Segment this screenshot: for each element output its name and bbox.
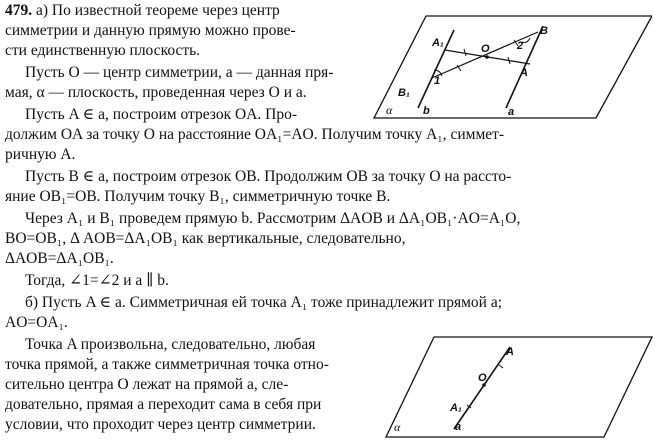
label-line-a: a — [508, 106, 515, 118]
plane-alpha — [386, 337, 652, 437]
line-a — [454, 347, 510, 429]
label-o: O — [478, 372, 487, 384]
label-b: B — [540, 25, 548, 37]
label-o: O — [481, 43, 490, 55]
figure-1-svg — [370, 4, 652, 122]
label-a: A — [506, 346, 514, 358]
text-line: условии, что проходит через центр симметрии. — [5, 416, 316, 433]
label-alpha: α — [394, 420, 401, 434]
figure-line-through-center — [382, 333, 654, 441]
text-line: Пусть B ∈ a, построим отрезок OB. Продолжим OB за точку O на рассто- — [25, 168, 512, 185]
label-b1: B₁ — [398, 87, 410, 99]
tick-mark — [499, 365, 503, 368]
text-line: Тогда, ∠1=∠2 и a ∥ b. — [25, 272, 169, 289]
text-line: должим OA за точку O на расстояние OA₁=AO. Получим точку A₁, симмет- — [5, 126, 505, 143]
text-segment: а) По известной теореме через центр — [36, 2, 280, 19]
text-line: яние OB₁=OB. Получим точку B₁, симметричную точке B. — [5, 188, 391, 205]
label-line-a: a — [455, 421, 462, 433]
point-o — [485, 55, 489, 59]
text-line: симметрии и данную прямую можно прове- — [5, 22, 296, 39]
label-line-b: b — [423, 105, 430, 117]
text-line: точка прямой, а также симметричная точка отно- — [5, 356, 329, 373]
text-line: Точка A произвольна, следовательно, любая — [25, 336, 316, 353]
text-line: б) Пусть A ∈ a. Симметричная ей точка A₁ тоже принадлежит прямой a; — [25, 294, 503, 311]
tick-mark — [464, 49, 466, 56]
label-alpha: α — [386, 103, 393, 117]
label-a1: A₁ — [450, 402, 462, 414]
figure-2-svg — [382, 333, 654, 441]
label-angle-2: 2 — [517, 40, 524, 52]
figure-central-symmetry-lines — [370, 4, 652, 122]
plane-alpha — [374, 16, 652, 118]
text-line: сительно центра O лежат на прямой a, сле- — [5, 376, 289, 393]
label-a: A — [520, 67, 528, 79]
problem-number: 479. — [5, 2, 33, 19]
label-a1: A₁ — [432, 37, 444, 49]
label-angle-1: 1 — [434, 75, 441, 87]
text-line: Пусть A ∈ a, построим отрезок OA. Про- — [25, 106, 297, 123]
text-line: ΔAOB=ΔA₁OB₁. — [5, 250, 114, 267]
text-line: сти единственную плоскость. — [5, 42, 201, 59]
text-line: ричную A. — [5, 146, 76, 163]
text-line: BO=OB₁, Δ AOB=ΔA₁OB₁ как вертикальные, следовательно, — [5, 230, 406, 247]
text-line — [5, 2, 280, 20]
text-line: AO=OA₁. — [5, 314, 68, 331]
text-line: Пусть O — центр симметрии, a — данная пря- — [25, 64, 334, 81]
text-line: довательно, прямая a переходит сама в себя при — [5, 396, 322, 413]
text-line: Через A₁ и B₁ проведем прямую b. Рассмотрим ΔAOB и ΔA₁OB₁·AO=A₁O, — [25, 210, 521, 227]
text-line: мая, α — плоскость, проведенная через O и a. — [5, 84, 307, 101]
